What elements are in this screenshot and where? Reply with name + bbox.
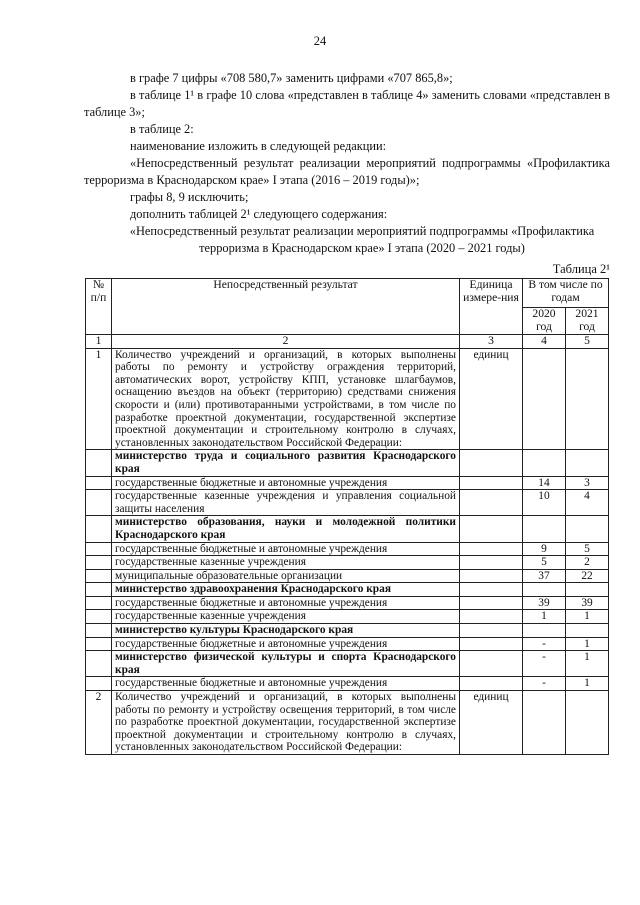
- row-unit: [460, 450, 523, 476]
- row-unit: единиц: [460, 691, 523, 755]
- row-unit: [460, 651, 523, 677]
- row-unit: [460, 610, 523, 624]
- table-row: [86, 542, 609, 556]
- row-number: [86, 490, 112, 516]
- row-unit: [460, 637, 523, 651]
- table-title: «Непосредственный результат реализации мероприятий подпрограммы «Профилактика терроризма в Краснодарском крае» I этапа (2020 – 2021 годы): [129, 224, 595, 255]
- row-result: государственные бюджетные и автономные учреждения: [112, 476, 460, 490]
- table-row: [86, 651, 609, 677]
- table-row: [86, 624, 609, 638]
- paragraph: графы 8, 9 исключить;: [130, 190, 249, 204]
- row-number: [86, 476, 112, 490]
- table-row: [86, 476, 609, 490]
- col-number: 1: [86, 335, 112, 349]
- row-result: министерство здравоохранения Краснодарского края: [112, 583, 460, 597]
- col-number: 4: [523, 335, 566, 349]
- row-value-2020: 10: [523, 490, 566, 516]
- row-unit: [460, 624, 523, 638]
- row-value-2020: [523, 450, 566, 476]
- paragraph: в таблице 1¹ в графе 10 слова «представлен в таблице 4» заменить словами «представлен в таблице 3»;: [84, 88, 610, 119]
- row-number: [86, 516, 112, 542]
- row-value-2020: -: [523, 651, 566, 677]
- row-value-2021: 4: [566, 490, 609, 516]
- table-row: [86, 348, 609, 450]
- table-row: [86, 677, 609, 691]
- row-value-2021: [566, 450, 609, 476]
- paragraph: в таблице 2:: [130, 122, 194, 136]
- row-value-2021: [566, 624, 609, 638]
- row-number: [86, 450, 112, 476]
- row-value-2020: 37: [523, 569, 566, 583]
- row-value-2020: [523, 348, 566, 450]
- row-number: 1: [86, 348, 112, 450]
- row-value-2020: [523, 624, 566, 638]
- row-unit: единиц: [460, 348, 523, 450]
- row-number: 2: [86, 691, 112, 755]
- row-unit: [460, 596, 523, 610]
- table-row: [86, 556, 609, 570]
- row-value-2020: 1: [523, 610, 566, 624]
- table-row: [86, 691, 609, 755]
- row-result: министерство культуры Краснодарского края: [112, 624, 460, 638]
- row-result: Количество учреждений и организаций, в которых выполнены работы по ремонту и устройству освещения территорий, в том числе по разработке проектной документации, государственной экспертизе проектной документации и строительному контролю в случаях, установленных законодательством Российской Федерации:: [112, 691, 460, 755]
- row-value-2021: [566, 516, 609, 542]
- row-value-2020: -: [523, 677, 566, 691]
- row-unit: [460, 516, 523, 542]
- row-value-2020: [523, 583, 566, 597]
- table-row: [86, 610, 609, 624]
- row-result: министерство труда и социального развития Краснодарского края: [112, 450, 460, 476]
- paragraph: наименование изложить в следующей редакции:: [130, 139, 387, 153]
- row-number: [86, 610, 112, 624]
- row-value-2020: -: [523, 637, 566, 651]
- row-result: государственные бюджетные и автономные учреждения: [112, 677, 460, 691]
- row-value-2020: 14: [523, 476, 566, 490]
- table-row: [86, 516, 609, 542]
- table-row: [86, 450, 609, 476]
- row-value-2021: 1: [566, 677, 609, 691]
- row-result: государственные бюджетные и автономные учреждения: [112, 542, 460, 556]
- header-years: В том числе по годам: [523, 279, 609, 308]
- row-unit: [460, 490, 523, 516]
- row-result: министерство образования, науки и молодежной политики Краснодарского края: [112, 516, 460, 542]
- header-num: № п/п: [86, 279, 112, 335]
- row-number: [86, 637, 112, 651]
- row-result: государственные казенные учреждения: [112, 610, 460, 624]
- row-value-2021: 39: [566, 596, 609, 610]
- row-value-2020: [523, 516, 566, 542]
- table-row: [86, 490, 609, 516]
- row-result: государственные казенные учреждения: [112, 556, 460, 570]
- row-value-2020: 9: [523, 542, 566, 556]
- row-value-2021: [566, 583, 609, 597]
- row-result: министерство физической культуры и спорта Краснодарского края: [112, 651, 460, 677]
- row-value-2021: [566, 691, 609, 755]
- row-number: [86, 556, 112, 570]
- header-result: Непосредственный результат: [112, 279, 460, 335]
- table-row: [86, 569, 609, 583]
- document-text: [84, 70, 610, 257]
- row-value-2021: 1: [566, 610, 609, 624]
- col-number: 2: [112, 335, 460, 349]
- paragraph: дополнить таблицей 2¹ следующего содержания:: [130, 207, 388, 221]
- row-value-2020: [523, 691, 566, 755]
- row-value-2021: 1: [566, 637, 609, 651]
- results-table: [85, 278, 609, 755]
- row-number: [86, 624, 112, 638]
- row-result: Количество учреждений и организаций, в которых выполнены работы по ремонту и устройству ограждения территорий, автоматических ворот, устройству КПП, установке шлагбаумов, оснащению въездов на объект (территорию) средствами снижения скорости и (или) противотаранными устройствами, в том числе по разработке проектной документации, государственной экспертизе проектной документации и строительному контролю в случаях, установленных законодательством Российской Федерации:: [112, 348, 460, 450]
- row-value-2021: [566, 348, 609, 450]
- row-result: государственные бюджетные и автономные учреждения: [112, 596, 460, 610]
- row-unit: [460, 542, 523, 556]
- row-number: [86, 569, 112, 583]
- row-value-2021: 3: [566, 476, 609, 490]
- header-unit: Единица измере-ния: [460, 279, 523, 335]
- row-value-2021: 2: [566, 556, 609, 570]
- table-row: [86, 637, 609, 651]
- row-value-2021: 22: [566, 569, 609, 583]
- paragraph: «Непосредственный результат реализации мероприятий подпрограммы «Профилактика терроризма в Краснодарском крае» I этапа (2016 – 2019 годы)»;: [84, 156, 610, 187]
- row-unit: [460, 476, 523, 490]
- row-number: [86, 651, 112, 677]
- row-result: муниципальные образовательные организации: [112, 569, 460, 583]
- row-value-2020: 5: [523, 556, 566, 570]
- row-unit: [460, 569, 523, 583]
- header-2020: 2020 год: [523, 308, 566, 335]
- row-unit: [460, 677, 523, 691]
- row-result: государственные казенные учреждения и управления социальной защиты населения: [112, 490, 460, 516]
- row-value-2021: 5: [566, 542, 609, 556]
- row-number: [86, 677, 112, 691]
- table-label: Таблица 2¹: [552, 262, 610, 276]
- row-number: [86, 542, 112, 556]
- paragraph: в графе 7 цифры «708 580,7» заменить цифрами «707 865,8»;: [130, 71, 453, 85]
- row-number: [86, 596, 112, 610]
- table-row: [86, 583, 609, 597]
- row-value-2021: 1: [566, 651, 609, 677]
- row-unit: [460, 583, 523, 597]
- table-row: [86, 596, 609, 610]
- row-number: [86, 583, 112, 597]
- row-value-2020: 39: [523, 596, 566, 610]
- row-result: государственные бюджетные и автономные учреждения: [112, 637, 460, 651]
- header-2021: 2021 год: [566, 308, 609, 335]
- page-number: 24: [313, 34, 327, 48]
- col-number: 5: [566, 335, 609, 349]
- row-unit: [460, 556, 523, 570]
- col-number: 3: [460, 335, 523, 349]
